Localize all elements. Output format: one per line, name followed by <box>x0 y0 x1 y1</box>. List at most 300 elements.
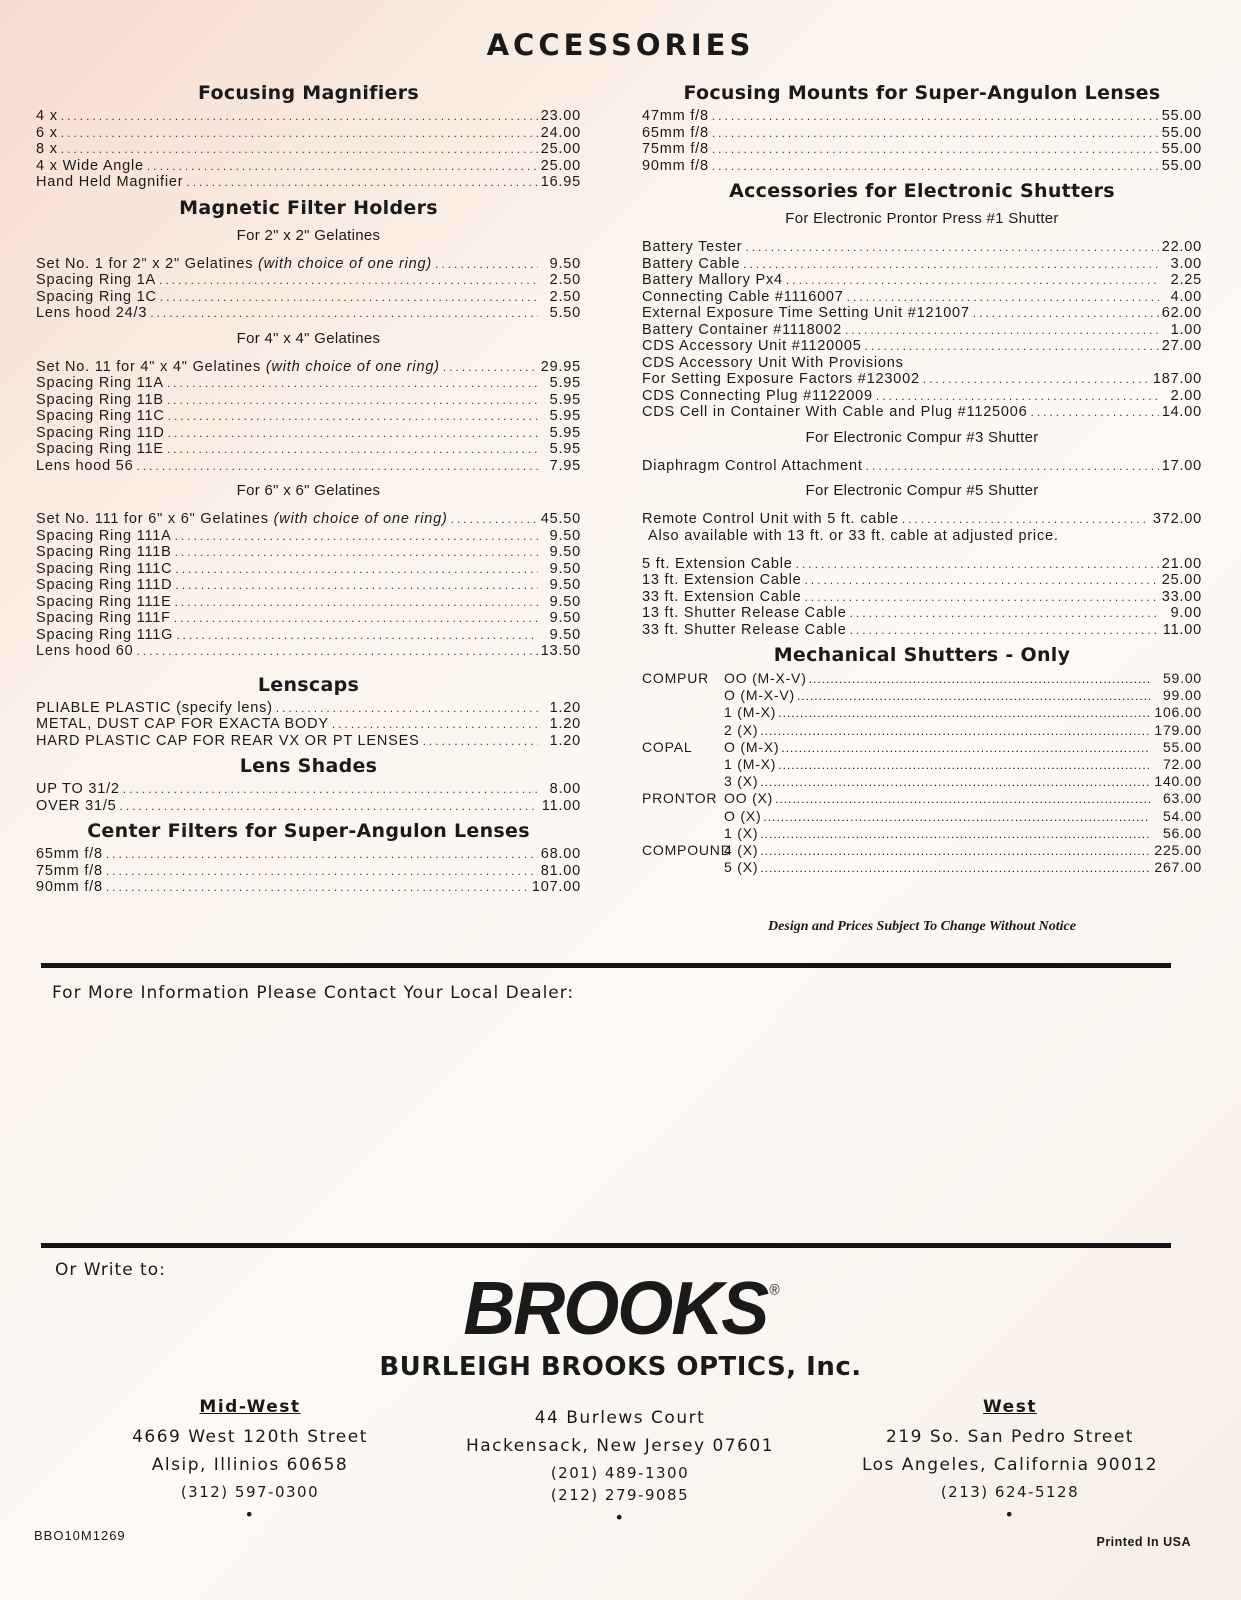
leader-dots <box>973 305 1159 322</box>
leader-dots <box>175 577 538 594</box>
leader-dots <box>159 272 538 289</box>
price-row <box>36 594 581 611</box>
leader-dots <box>760 843 1150 859</box>
item-price: 5.95 <box>549 391 581 408</box>
lens-shades-heading: Lens Shades <box>239 755 378 777</box>
leader-dots <box>167 375 538 392</box>
item-price: 7.95 <box>549 457 581 474</box>
leader-dots <box>778 705 1150 721</box>
gelatines-2-subheading: For 2" x 2" Gelatines <box>236 226 381 244</box>
office-phone: (213) 624-5128 <box>940 1483 1080 1501</box>
item-label: 65mm f/8 <box>36 846 103 862</box>
price-row <box>36 610 581 627</box>
item-label: Spacing Ring 111G <box>36 626 174 643</box>
leader-dots <box>451 511 538 528</box>
leader-dots <box>775 791 1150 807</box>
bullet-icon: • <box>1004 1505 1016 1524</box>
shutter-model: O (X) <box>724 807 762 824</box>
leader-dots <box>712 108 1159 125</box>
item-price: 5.95 <box>549 408 581 424</box>
leader-dots <box>760 774 1150 790</box>
shutter-model: 1 (M-X) <box>724 704 777 721</box>
price-row <box>642 388 1202 405</box>
item-label: External Exposure Time Setting Unit #121007 <box>642 305 970 321</box>
leader-dots <box>781 740 1150 756</box>
item-label: Spacing Ring 11C <box>36 408 165 424</box>
shutter-brand: PRONTOR <box>642 790 718 807</box>
left-column <box>36 76 581 896</box>
item-label: PLIABLE PLASTIC (specify lens) <box>36 699 273 716</box>
lenscaps-heading: Lenscaps <box>257 673 360 696</box>
leader-dots <box>332 716 538 733</box>
item-price: 24.00 <box>540 124 581 141</box>
shutter-row <box>642 825 1202 842</box>
shutter-price: 54.00 <box>1162 807 1202 824</box>
item-price: 1.20 <box>549 716 581 732</box>
item-label: 4 x <box>36 108 58 124</box>
shutter-model: 4 (X) <box>724 842 759 859</box>
price-row <box>36 733 581 750</box>
item-price: 4.00 <box>1170 288 1202 305</box>
shutter-price: 225.00 <box>1154 842 1202 859</box>
leader-dots <box>120 798 538 815</box>
price-row <box>36 458 581 475</box>
item-label: 33 ft. Shutter Release Cable <box>642 621 847 638</box>
remote-price: 372.00 <box>1152 511 1202 527</box>
item-price: 9.00 <box>1170 605 1202 621</box>
remote-row <box>642 511 1202 528</box>
item-label: Spacing Ring 111B <box>36 544 172 560</box>
leader-dots <box>745 239 1158 256</box>
focusing-magnifiers-list <box>36 108 581 191</box>
leader-dots <box>174 610 538 627</box>
divider-rule <box>41 1243 1171 1248</box>
item-label: 13 ft. Extension Cable <box>642 572 802 588</box>
shutter-row <box>642 773 1202 790</box>
leader-dots <box>168 425 538 442</box>
shutter-price: 106.00 <box>1154 704 1202 721</box>
item-price: 8.00 <box>549 781 581 797</box>
price-row <box>642 458 1202 475</box>
item-label: Spacing Ring 11B <box>36 391 164 408</box>
price-row <box>36 528 581 545</box>
leader-dots <box>61 141 538 158</box>
focusing-mounts-heading: Focusing Mounts for Super-Angulon Lenses <box>683 82 1161 104</box>
item-label: Lens hood 24/3 <box>36 305 148 321</box>
item-price: 27.00 <box>1161 338 1202 354</box>
item-price: 16.95 <box>540 174 581 190</box>
price-row <box>36 716 581 733</box>
item-label: 90mm f/8 <box>642 157 709 174</box>
center-filters-heading: Center Filters for Super-Angulon Lenses <box>87 820 530 842</box>
leader-dots <box>61 125 538 142</box>
leader-dots <box>778 757 1150 773</box>
gelatines-6-list <box>36 528 581 660</box>
shutter-row <box>642 790 1202 807</box>
item-label: 5 ft. Extension Cable <box>642 555 793 572</box>
item-price: 13.50 <box>540 643 581 659</box>
leader-dots <box>167 441 538 458</box>
item-price: 68.00 <box>540 846 581 862</box>
gelatines-4-list <box>36 375 581 474</box>
item-label: Hand Held Magnifier <box>36 174 184 190</box>
center-filters-list <box>36 846 581 896</box>
price-row <box>642 239 1202 256</box>
price-row <box>642 158 1202 175</box>
item-label: UP TO 31/2 <box>36 781 120 797</box>
shutter-row <box>642 722 1202 739</box>
leader-dots <box>786 272 1159 289</box>
item-price: 25.00 <box>540 141 581 157</box>
shutter-brand: COPAL <box>642 738 693 755</box>
brooks-logo: BROOKS ® <box>463 1267 778 1351</box>
leader-dots <box>876 388 1159 405</box>
price-row <box>36 781 581 798</box>
price-row <box>36 643 581 660</box>
price-row <box>36 798 581 815</box>
shutter-price: 55.00 <box>1162 738 1202 755</box>
shutter-model: O (M-X) <box>724 738 780 755</box>
leader-dots <box>809 671 1150 687</box>
price-row <box>642 272 1202 289</box>
leader-dots <box>276 700 538 717</box>
office-city: Los Angeles, California 90012 <box>861 1455 1159 1475</box>
price-row <box>36 174 581 191</box>
item-label: 65mm f/8 <box>642 124 709 141</box>
item-label: Spacing Ring 11A <box>36 375 164 391</box>
set-label: Set No. 1 for 2" x 2" Gelatines (with choice of one ring) <box>36 255 433 272</box>
shutter-model: O (M-X-V) <box>724 687 795 704</box>
price-row <box>36 879 581 896</box>
item-price: 1.00 <box>1170 321 1202 338</box>
leader-dots <box>850 622 1159 639</box>
leader-dots <box>804 572 1158 589</box>
leader-dots <box>443 359 538 376</box>
item-price: 9.50 <box>549 610 581 626</box>
item-price: 11.00 <box>1162 621 1202 638</box>
item-label: Spacing Ring 11D <box>36 424 165 441</box>
leader-dots <box>760 860 1150 876</box>
item-price: 9.50 <box>549 593 581 610</box>
electronic-heading: Accessories for Electronic Shutters <box>729 180 1115 202</box>
shutter-row <box>642 739 1202 756</box>
leader-dots <box>1031 404 1159 421</box>
leader-dots <box>712 158 1159 175</box>
item-label: CDS Connecting Plug #1122009 <box>642 387 873 404</box>
office-city: Alsip, Illinios 60658 <box>151 1455 349 1475</box>
shutter-row <box>642 687 1202 704</box>
item-price: 17.00 <box>1161 457 1202 474</box>
office-phone: (312) 597-0300 <box>180 1483 320 1501</box>
item-label: Lens hood 60 <box>36 643 134 659</box>
set-label: Set No. 111 for 6" x 6" Gelatines (with choice of one ring) <box>36 511 448 527</box>
price-row <box>36 425 581 442</box>
price-row <box>642 125 1202 142</box>
write-to-label: Or Write to: <box>55 1260 166 1280</box>
gelatines-6-subheading: For 6" x 6" Gelatines <box>236 482 381 499</box>
leader-dots <box>712 125 1159 142</box>
item-label: Spacing Ring 111E <box>36 593 172 610</box>
price-row <box>36 627 581 644</box>
shutter-row <box>642 670 1202 687</box>
leader-dots <box>61 108 538 125</box>
item-price: 5.95 <box>549 424 581 441</box>
price-row <box>642 108 1202 125</box>
item-price: 107.00 <box>531 879 581 895</box>
item-price: 25.00 <box>1161 572 1202 588</box>
office-region: West <box>983 1397 1037 1417</box>
set-price: 9.50 <box>549 255 581 272</box>
shutter-price: 99.00 <box>1162 687 1202 704</box>
office-phone: (201) 489-1300 <box>550 1464 690 1482</box>
item-price: 55.00 <box>1161 124 1202 141</box>
price-row <box>36 863 581 880</box>
leader-dots <box>167 392 538 409</box>
price-row <box>36 272 581 289</box>
item-label: 6 x <box>36 124 58 141</box>
price-row <box>36 289 581 306</box>
leader-dots <box>150 305 538 322</box>
leader-dots <box>743 256 1159 273</box>
leader-dots <box>804 589 1158 606</box>
office-hq <box>440 1408 800 1527</box>
compur5-list <box>642 556 1202 639</box>
item-label: Lens hood 56 <box>36 457 134 474</box>
price-row <box>36 441 581 458</box>
office-street: 44 Burlews Court <box>534 1408 706 1428</box>
leader-dots <box>423 733 538 750</box>
leader-dots <box>106 846 538 863</box>
compur3-list <box>642 458 1202 475</box>
remote-label: Remote Control Unit with 5 ft. cable <box>642 511 899 527</box>
shutter-row <box>642 704 1202 721</box>
price-row <box>36 408 581 425</box>
item-label: Battery Mallory Px4 <box>642 272 783 288</box>
item-price: 81.00 <box>540 862 581 879</box>
printed-in: Printed In USA <box>1096 1535 1191 1549</box>
leader-dots <box>175 561 538 578</box>
shutter-row <box>642 842 1202 859</box>
leader-dots <box>902 511 1150 528</box>
leader-dots <box>763 809 1150 825</box>
item-price: 11.00 <box>541 797 581 814</box>
leader-dots <box>923 371 1150 388</box>
item-label: Spacing Ring 111D <box>36 577 173 593</box>
item-label: HARD PLASTIC CAP FOR REAR VX OR PT LENSES <box>36 732 420 749</box>
leader-dots <box>760 826 1150 842</box>
item-label: Spacing Ring 1C <box>36 288 157 305</box>
focusing-mounts-list <box>642 108 1202 174</box>
shutter-model: 5 (X) <box>724 859 759 876</box>
item-label: Spacing Ring 11E <box>36 441 164 457</box>
item-label: Battery Tester <box>642 239 743 255</box>
leader-dots <box>147 158 538 175</box>
leader-dots <box>796 556 1159 573</box>
price-row <box>642 289 1202 306</box>
leader-dots <box>175 544 538 561</box>
item-price: 33.00 <box>1161 588 1202 605</box>
item-label: Spacing Ring 111A <box>36 527 172 544</box>
item-price: 55.00 <box>1161 141 1202 157</box>
set-row <box>36 359 581 376</box>
item-price: 9.50 <box>549 527 581 544</box>
leader-dots <box>760 723 1150 739</box>
office-west <box>845 1397 1175 1524</box>
item-price: 9.50 <box>549 544 581 560</box>
price-row <box>642 355 1202 372</box>
office-phone: (212) 279-9085 <box>550 1486 690 1504</box>
price-row <box>642 256 1202 273</box>
leader-dots <box>847 289 1159 306</box>
compur3-subheading: For Electronic Compur #3 Shutter <box>805 428 1039 446</box>
shutter-model: 1 (X) <box>724 824 759 841</box>
office-midwest <box>110 1397 390 1524</box>
leader-dots <box>168 408 538 425</box>
leader-dots <box>712 141 1159 158</box>
price-row <box>642 605 1202 622</box>
item-label: OVER 31/5 <box>36 797 117 814</box>
item-label: CDS Cell in Container With Cable and Plug #1125006 <box>642 404 1028 420</box>
price-row <box>36 577 581 594</box>
item-price: 9.50 <box>549 626 581 643</box>
item-price: 5.95 <box>549 441 581 457</box>
leader-dots <box>797 688 1150 704</box>
item-label: 75mm f/8 <box>36 862 103 879</box>
mechanical-list <box>642 670 1202 876</box>
item-price: 5.50 <box>549 305 581 321</box>
item-label: 75mm f/8 <box>642 141 709 157</box>
item-label: 33 ft. Extension Cable <box>642 588 802 605</box>
item-price: 3.00 <box>1170 255 1202 272</box>
leader-dots <box>850 605 1159 622</box>
lens-shades-list <box>36 781 581 814</box>
item-price: 1.20 <box>549 699 581 716</box>
item-label: 8 x <box>36 141 58 157</box>
price-row <box>36 108 581 125</box>
shutter-model: 2 (X) <box>724 721 759 738</box>
shutter-row <box>642 808 1202 825</box>
shutter-price: 56.00 <box>1162 824 1202 841</box>
price-row <box>642 305 1202 322</box>
leader-dots <box>435 256 538 273</box>
item-price: 23.00 <box>540 108 581 124</box>
bullet-icon: • <box>244 1505 256 1524</box>
office-street: 4669 West 120th Street <box>132 1427 368 1447</box>
leader-dots <box>160 289 538 306</box>
disclaimer: Design and Prices Subject To Change Without Notice <box>768 919 1076 934</box>
item-label: 4 x Wide Angle <box>36 157 144 174</box>
price-row <box>36 392 581 409</box>
item-label: 13 ft. Shutter Release Cable <box>642 605 847 621</box>
set-price: 29.95 <box>540 358 581 375</box>
item-price: 55.00 <box>1161 157 1202 174</box>
leader-dots <box>186 174 537 191</box>
right-column <box>642 76 1202 876</box>
price-row <box>642 371 1202 388</box>
leader-dots <box>866 458 1159 475</box>
office-region: Mid-West <box>199 1397 301 1417</box>
focusing-magnifiers-heading: Focusing Magnifiers <box>197 82 420 104</box>
item-label: Battery Container #1118002 <box>642 321 843 338</box>
leader-dots <box>106 863 538 880</box>
shutter-price: 267.00 <box>1154 859 1202 876</box>
price-row <box>642 404 1202 421</box>
item-price: 62.00 <box>1161 305 1202 321</box>
compur5-subheading: For Electronic Compur #5 Shutter <box>805 482 1039 499</box>
prontor-list <box>642 239 1202 421</box>
item-label: Diaphragm Control Attachment <box>642 457 863 474</box>
prontor-subheading: For Electronic Prontor Press #1 Shutter <box>785 210 1059 227</box>
shutter-row <box>642 756 1202 773</box>
item-price: 55.00 <box>1161 108 1202 124</box>
contact-line: For More Information Please Contact Your Local Dealer: <box>52 983 575 1003</box>
shutter-brand: COMPOUND <box>642 842 732 859</box>
filter-holders-heading: Magnetic Filter Holders <box>179 196 438 219</box>
item-label: METAL, DUST CAP FOR EXACTA BODY <box>36 716 329 732</box>
price-row <box>642 556 1202 573</box>
shutter-price: 140.00 <box>1154 773 1202 790</box>
leader-dots <box>845 322 1159 339</box>
item-label: Spacing Ring 1A <box>36 272 157 288</box>
item-price: 187.00 <box>1152 371 1202 387</box>
shutter-model: 1 (M-X) <box>724 756 777 773</box>
item-price: 14.00 <box>1161 404 1202 420</box>
item-price: 2.00 <box>1170 387 1202 404</box>
divider-rule <box>41 963 1171 968</box>
item-price: 1.20 <box>549 732 581 749</box>
price-row <box>36 846 581 863</box>
item-price: 9.50 <box>549 577 581 593</box>
item-label: Battery Cable <box>642 255 741 272</box>
company-name: BURLEIGH BROOKS OPTICS, Inc. <box>379 1352 862 1382</box>
set-row <box>36 256 581 273</box>
price-row <box>36 305 581 322</box>
cable-note: Also available with 13 ft. or 33 ft. cable at adjusted price. <box>648 527 1059 544</box>
leader-dots <box>137 458 539 475</box>
leader-dots <box>123 781 538 798</box>
set-label: Set No. 11 for 4" x 4" Gelatines (with choice of one ring) <box>36 358 440 375</box>
leader-dots <box>176 627 538 644</box>
form-code: BBO10M1269 <box>34 1528 126 1543</box>
office-city: Hackensack, New Jersey 07601 <box>465 1436 775 1456</box>
item-price: 2.25 <box>1170 272 1202 288</box>
price-row <box>642 141 1202 158</box>
set-row <box>36 511 581 528</box>
item-label: For Setting Exposure Factors #123002 <box>642 371 920 387</box>
price-row <box>642 572 1202 589</box>
shutter-model: OO (X) <box>724 790 774 807</box>
mechanical-heading: Mechanical Shutters - Only <box>773 644 1071 666</box>
shutter-price: 59.00 <box>1162 670 1202 686</box>
price-row <box>36 141 581 158</box>
shutter-model: OO (M-X-V) <box>724 670 807 686</box>
lenscaps-list <box>36 700 581 750</box>
price-row <box>36 125 581 142</box>
item-price: 5.95 <box>549 375 581 391</box>
price-row <box>36 544 581 561</box>
set-price: 45.50 <box>540 511 581 527</box>
item-label: CDS Accessory Unit With Provisions <box>642 354 904 371</box>
leader-dots <box>865 338 1159 355</box>
leader-dots <box>175 528 538 545</box>
item-label: 90mm f/8 <box>36 879 103 895</box>
item-label: CDS Accessory Unit #1120005 <box>642 338 862 354</box>
shutter-row <box>642 859 1202 876</box>
item-price: 21.00 <box>1161 555 1202 572</box>
leader-dots <box>137 643 538 660</box>
leader-dots <box>106 879 529 896</box>
price-row <box>36 561 581 578</box>
